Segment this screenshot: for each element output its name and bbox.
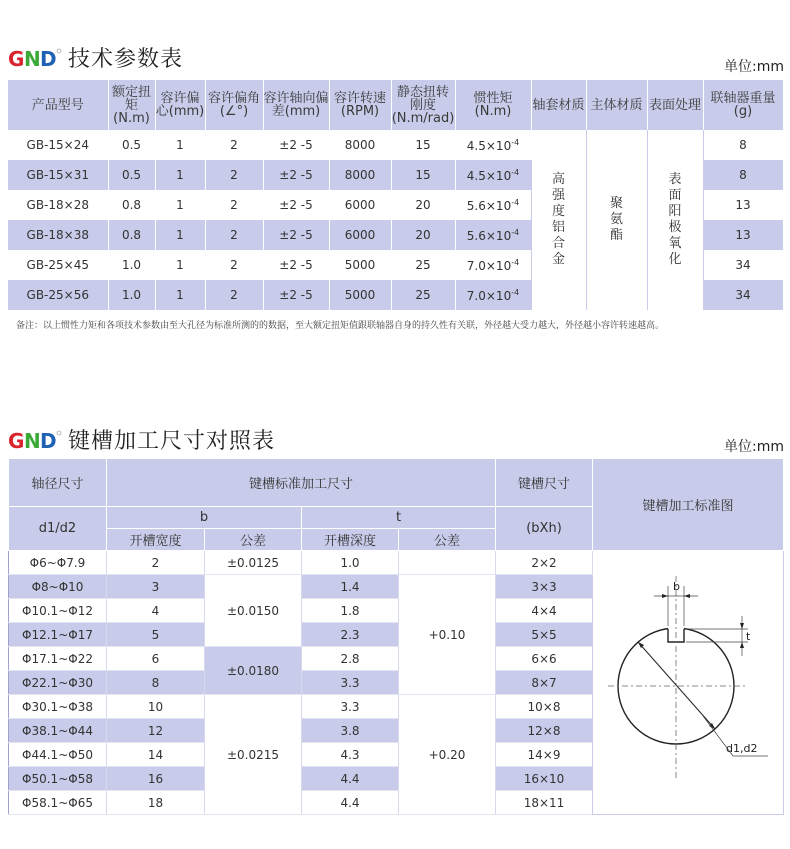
cell-shaft: Φ58.1~Φ65 — [9, 791, 107, 815]
surface-text: 表面阳极氧化 — [668, 172, 682, 267]
inertia-exponent: -4 — [511, 227, 520, 237]
diagram-label-b: b — [673, 580, 680, 593]
cell-depth: 4.4 — [302, 767, 399, 791]
cell-depth: 2.8 — [302, 647, 399, 671]
tech-header-row — [8, 80, 783, 130]
inertia-base: 4.5×10 — [466, 168, 512, 183]
cell-size: 4×4 — [496, 599, 593, 623]
th-size-sub: (bXh) — [496, 507, 593, 551]
cell-angular: 2 — [205, 250, 263, 280]
cell-surface — [647, 130, 703, 310]
cell-angular: 2 — [205, 280, 263, 310]
cell-size: 6×6 — [496, 647, 593, 671]
cell-tol-t: +0.10 — [399, 575, 496, 695]
cell-axial: ±2 -5 — [263, 130, 329, 160]
tech-params-table — [8, 80, 784, 310]
th-shaft: 轴径尺寸 — [9, 459, 107, 507]
cell-width: 18 — [107, 791, 205, 815]
cell-shaft: Φ38.1~Φ44 — [9, 719, 107, 743]
tech-note: 备注：以上惯性力矩和各项技术参数由至大孔径为标准所测的的数据，至大额定扭矩值跟联轴器自身的持久性有关联，外径越大受力越大，外径越小容许转速越高。 — [16, 321, 665, 331]
cell-shaft: Φ6~Φ7.9 — [9, 551, 107, 575]
th-model: 产品型号 — [8, 80, 108, 130]
cell-inertia — [455, 280, 531, 310]
tech-title: 技术参数表 — [68, 47, 184, 72]
keyway-section-header — [8, 424, 275, 455]
cell-angular: 2 — [205, 160, 263, 190]
hub-material-text: 高强度铝合金 — [551, 172, 565, 267]
th-diagram: 键槽加工标准图 — [593, 459, 784, 551]
cell-depth: 4.4 — [302, 791, 399, 815]
cell-weight: 34 — [703, 280, 783, 310]
cell-radial: 1 — [155, 250, 205, 280]
cell-angular: 2 — [205, 190, 263, 220]
cell-torque: 0.8 — [108, 220, 155, 250]
cell-width: 10 — [107, 695, 205, 719]
cell-depth: 3.3 — [302, 695, 399, 719]
th-body-material: 主体材质 — [586, 80, 647, 130]
inertia-exponent: -4 — [511, 167, 520, 177]
cell-speed: 6000 — [329, 220, 391, 250]
th-tol-b: 公差 — [205, 529, 302, 551]
cell-torque: 0.8 — [108, 190, 155, 220]
cell-stiffness: 15 — [391, 130, 455, 160]
cell-stiffness: 20 — [391, 220, 455, 250]
inertia-exponent: -4 — [511, 197, 520, 207]
cell-size: 14×9 — [496, 743, 593, 767]
cell-size: 18×11 — [496, 791, 593, 815]
cell-shaft: Φ22.1~Φ30 — [9, 671, 107, 695]
cell-size: 12×8 — [496, 719, 593, 743]
svg-text:N: N — [24, 46, 41, 70]
cell-tol-b: ±0.0215 — [205, 695, 302, 815]
th-surface: 表面处理 — [647, 80, 703, 130]
inertia-exponent: -4 — [511, 257, 520, 267]
th-hub-material: 轴套材质 — [531, 80, 586, 130]
svg-text:D: D — [40, 46, 57, 70]
cell-torque: 1.0 — [108, 280, 155, 310]
cell-shaft: Φ30.1~Φ38 — [9, 695, 107, 719]
cell-tol-t-empty — [399, 551, 496, 575]
cell-tol-b: ±0.0150 — [205, 575, 302, 647]
cell-width: 8 — [107, 671, 205, 695]
cell-speed: 5000 — [329, 250, 391, 280]
cell-size: 8×7 — [496, 671, 593, 695]
inertia-exponent: -4 — [511, 137, 520, 147]
th-speed: 容许转速(RPM) — [329, 80, 391, 130]
cell-size: 5×5 — [496, 623, 593, 647]
cell-torque: 1.0 — [108, 250, 155, 280]
svg-text:G: G — [8, 428, 25, 452]
cell-torque: 0.5 — [108, 160, 155, 190]
cell-tol-t: +0.20 — [399, 695, 496, 815]
th-axial: 容许轴向偏差(mm) — [263, 80, 329, 130]
cell-model: GB-15×24 — [8, 130, 108, 160]
cell-shaft: Φ10.1~Φ12 — [9, 599, 107, 623]
tech-row — [8, 130, 783, 160]
keyway-diagram-cell — [593, 551, 784, 815]
inertia-base: 4.5×10 — [466, 138, 512, 153]
cell-width: 4 — [107, 599, 205, 623]
th-depth: 开槽深度 — [302, 529, 399, 551]
th-tol-t: 公差 — [399, 529, 496, 551]
cell-stiffness: 20 — [391, 190, 455, 220]
cell-model: GB-18×28 — [8, 190, 108, 220]
keyway-table — [8, 458, 784, 815]
cell-width: 3 — [107, 575, 205, 599]
cell-stiffness: 15 — [391, 160, 455, 190]
gnd-logo — [8, 428, 62, 452]
cell-speed: 6000 — [329, 190, 391, 220]
th-torque: 额定扭矩(N.m) — [108, 80, 155, 130]
cell-depth: 3.3 — [302, 671, 399, 695]
th-shaft-sub: d1/d2 — [9, 507, 107, 551]
svg-text:G: G — [8, 46, 25, 70]
inertia-base: 5.6×10 — [466, 198, 512, 213]
cell-inertia — [455, 130, 531, 160]
cell-width: 12 — [107, 719, 205, 743]
cell-angular: 2 — [205, 130, 263, 160]
cell-depth: 1.4 — [302, 575, 399, 599]
cell-stiffness: 25 — [391, 250, 455, 280]
cell-width: 5 — [107, 623, 205, 647]
th-std: 键槽标准加工尺寸 — [107, 459, 496, 507]
cell-radial: 1 — [155, 280, 205, 310]
keyway-title: 键槽加工尺寸对照表 — [68, 429, 276, 454]
cell-weight: 34 — [703, 250, 783, 280]
cell-inertia — [455, 190, 531, 220]
cell-weight: 13 — [703, 190, 783, 220]
cell-depth: 1.8 — [302, 599, 399, 623]
cell-shaft: Φ17.1~Φ22 — [9, 647, 107, 671]
inertia-base: 7.0×10 — [466, 258, 512, 273]
cell-depth: 3.8 — [302, 719, 399, 743]
cell-torque: 0.5 — [108, 130, 155, 160]
cell-model: GB-25×56 — [8, 280, 108, 310]
cell-inertia — [455, 160, 531, 190]
cell-shaft: Φ8~Φ10 — [9, 575, 107, 599]
th-stiffness: 静态扭转刚度(N.m/rad) — [391, 80, 455, 130]
cell-angular: 2 — [205, 220, 263, 250]
th-t: t — [302, 507, 496, 529]
th-b: b — [107, 507, 302, 529]
cell-model: GB-18×38 — [8, 220, 108, 250]
tech-section-header — [8, 42, 183, 73]
cell-inertia — [455, 220, 531, 250]
inertia-base: 7.0×10 — [466, 288, 512, 303]
cell-axial: ±2 -5 — [263, 220, 329, 250]
th-width: 开槽宽度 — [107, 529, 205, 551]
cell-axial: ±2 -5 — [263, 280, 329, 310]
gnd-logo — [8, 46, 62, 70]
cell-axial: ±2 -5 — [263, 160, 329, 190]
cell-weight: 8 — [703, 130, 783, 160]
cell-width: 14 — [107, 743, 205, 767]
cell-width: 6 — [107, 647, 205, 671]
cell-size: 2×2 — [496, 551, 593, 575]
th-size: 键槽尺寸 — [496, 459, 593, 507]
cell-tol-b: ±0.0125 — [205, 551, 302, 575]
cell-stiffness: 25 — [391, 280, 455, 310]
cell-shaft: Φ50.1~Φ58 — [9, 767, 107, 791]
cell-radial: 1 — [155, 220, 205, 250]
inertia-base: 5.6×10 — [466, 228, 512, 243]
cell-tol-b: ±0.0180 — [205, 647, 302, 695]
cell-speed: 8000 — [329, 130, 391, 160]
cell-radial: 1 — [155, 160, 205, 190]
keyway-row — [9, 551, 784, 575]
th-radial: 容许偏心(mm) — [155, 80, 205, 130]
cell-width: 2 — [107, 551, 205, 575]
tech-unit: 单位:mm — [724, 59, 784, 75]
body-material-text: 聚氨酯 — [609, 196, 623, 243]
th-angular: 容许偏角(∠°) — [205, 80, 263, 130]
cell-inertia — [455, 250, 531, 280]
cell-model: GB-15×31 — [8, 160, 108, 190]
svg-text:N: N — [24, 428, 41, 452]
cell-weight: 8 — [703, 160, 783, 190]
cell-body-material — [586, 130, 647, 310]
cell-speed: 5000 — [329, 280, 391, 310]
cell-weight: 13 — [703, 220, 783, 250]
keyway-diagram — [598, 566, 778, 796]
cell-hub-material — [531, 130, 586, 310]
th-inertia: 惯性矩(N.m) — [455, 80, 531, 130]
svg-text:D: D — [40, 428, 57, 452]
cell-depth: 1.0 — [302, 551, 399, 575]
cell-shaft: Φ44.1~Φ50 — [9, 743, 107, 767]
diagram-label-t: t — [746, 630, 751, 643]
cell-depth: 4.3 — [302, 743, 399, 767]
cell-model: GB-25×45 — [8, 250, 108, 280]
cell-radial: 1 — [155, 190, 205, 220]
cell-width: 16 — [107, 767, 205, 791]
th-weight: 联轴器重量(g) — [703, 80, 783, 130]
cell-size: 10×8 — [496, 695, 593, 719]
cell-size: 16×10 — [496, 767, 593, 791]
cell-size: 3×3 — [496, 575, 593, 599]
cell-radial: 1 — [155, 130, 205, 160]
inertia-exponent: -4 — [511, 287, 520, 297]
cell-axial: ±2 -5 — [263, 190, 329, 220]
cell-shaft: Φ12.1~Φ17 — [9, 623, 107, 647]
keyway-unit: 单位:mm — [724, 439, 784, 455]
cell-axial: ±2 -5 — [263, 250, 329, 280]
diagram-label-d: d1,d2 — [726, 742, 758, 755]
cell-depth: 2.3 — [302, 623, 399, 647]
cell-speed: 8000 — [329, 160, 391, 190]
